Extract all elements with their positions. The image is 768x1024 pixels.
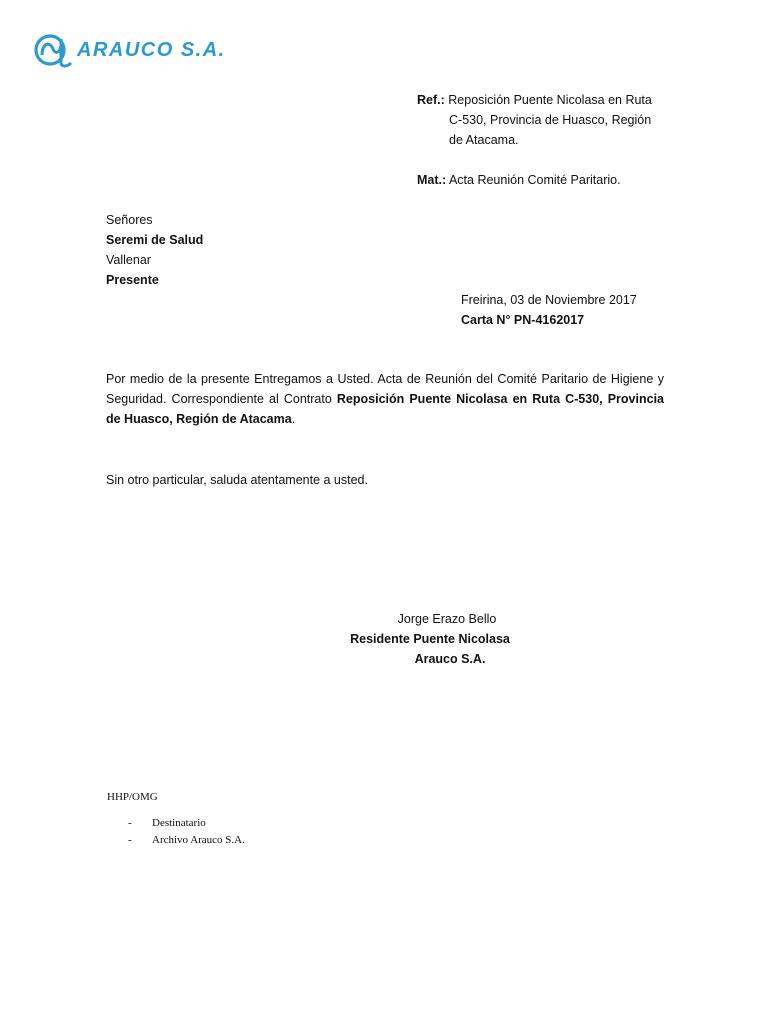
arauco-logo-icon bbox=[33, 33, 77, 69]
salutation: Señores bbox=[106, 213, 153, 227]
recipient-city: Vallenar bbox=[106, 253, 151, 267]
ref-label: Ref.: bbox=[417, 93, 445, 107]
signer-company: Arauco S.A. bbox=[414, 652, 486, 666]
list-dash: - bbox=[128, 817, 132, 829]
ref-line-1 bbox=[417, 90, 652, 110]
closing-line: Sin otro particular, saluda atentamente a usted. bbox=[106, 473, 368, 487]
ref-text-2: C-530, Provincia de Huasco, Región bbox=[449, 113, 652, 127]
logo-wordmark: ARAUCO S.A. bbox=[77, 39, 226, 61]
mat-text: Acta Reunión Comité Paritario. bbox=[448, 173, 621, 187]
list-item-label: Destinatario bbox=[152, 817, 206, 829]
recipient-block bbox=[106, 210, 203, 290]
reference-initials: HHP/OMG bbox=[107, 791, 158, 803]
distribution-list bbox=[128, 815, 245, 849]
list-item-label: Archivo Arauco S.A. bbox=[152, 834, 245, 846]
matter-line bbox=[417, 170, 621, 190]
reference-block bbox=[417, 90, 652, 150]
body-text-contract: Reposición Puente Nicolasa en Ruta C-530, Provincia de Huasco, Región de Atacama bbox=[106, 392, 664, 426]
body-text-intro: Por medio de la presente Entregamos a Usted. Acta de Reunión del Comité Paritario de Higiene y Seguridad. Correspondiente al Contrato bbox=[106, 372, 664, 406]
list-item bbox=[128, 815, 245, 832]
ref-text-3: de Atacama. bbox=[449, 133, 519, 147]
recipient-name: Seremi de Salud bbox=[106, 233, 204, 247]
body-paragraph bbox=[106, 369, 664, 429]
signature-block bbox=[300, 609, 600, 669]
recipient-presente: Presente bbox=[106, 273, 159, 287]
place-date: Freirina, 03 de Noviembre 2017 bbox=[461, 293, 637, 307]
mat-label: Mat.: bbox=[417, 173, 447, 187]
ref-text-1: Reposición Puente Nicolasa en Ruta bbox=[448, 93, 652, 107]
date-block bbox=[461, 290, 637, 330]
signer-title: Residente Puente Nicolasa bbox=[350, 632, 510, 646]
list-item bbox=[128, 832, 245, 849]
list-dash: - bbox=[128, 834, 132, 846]
signer-name: Jorge Erazo Bello bbox=[397, 612, 497, 626]
body-text-end: . bbox=[291, 412, 296, 426]
letter-number: Carta N° PN-4162017 bbox=[461, 313, 585, 327]
